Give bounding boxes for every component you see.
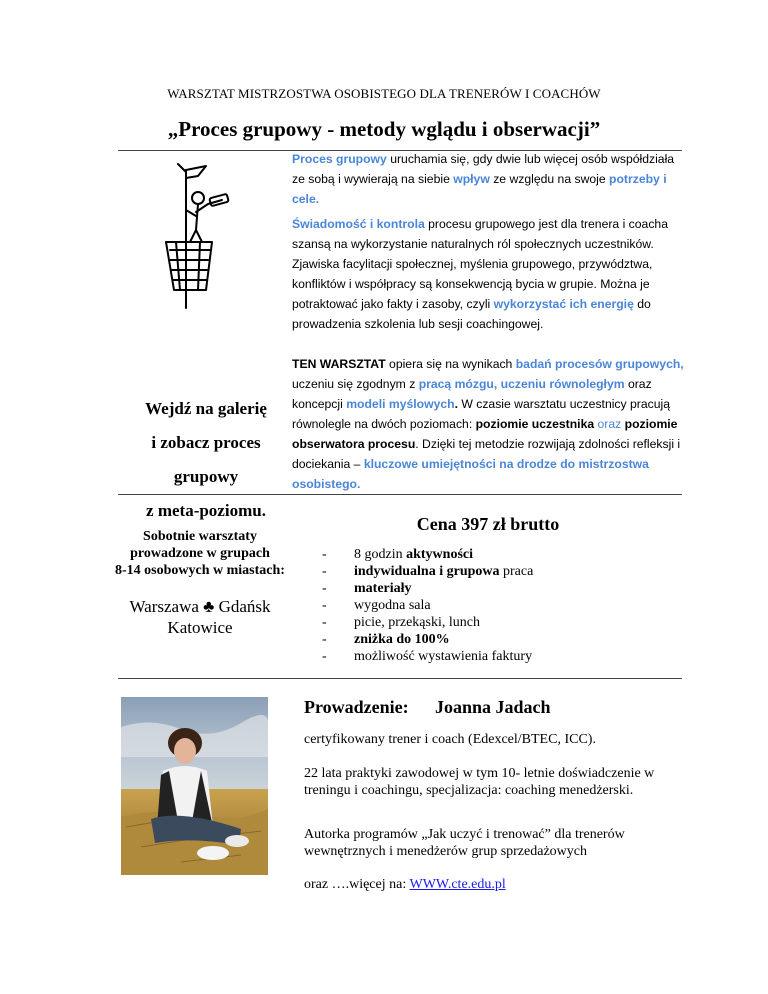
body-text: . Dzięki tej metodzie rozwijają zdolności refleksji i dociekania – bbox=[292, 437, 681, 471]
header-bold: WARSZTAT MISTRZOSTWA OSOBISTEGO bbox=[167, 86, 417, 101]
list-item: - 8 godzin aktywności bbox=[322, 546, 533, 563]
highlight-text: kluczowe umiejętności na drodze do mistrzostwa osobistego. bbox=[292, 457, 649, 491]
city: Gdańsk bbox=[218, 597, 271, 616]
body-text: do prowadzenia szkolenia lub sesji coachingowej. bbox=[292, 297, 651, 331]
gallery-line: Wejdź na galerię bbox=[145, 399, 267, 418]
workshops-line: prowadzone w grupach bbox=[130, 546, 270, 561]
header-line bbox=[0, 86, 768, 102]
trainer-bio: Autorka programów „Jak uczyć i trenować” dla trenerów wewnętrznych i menedżerów grup sprzedażowych bbox=[304, 827, 625, 859]
intro-paragraph-3 bbox=[292, 354, 684, 494]
intro-paragraph-1 bbox=[292, 149, 684, 209]
gallery-invite bbox=[118, 392, 294, 528]
highlight-text: Świadomość i kontrola bbox=[292, 217, 425, 231]
highlight-text: wpływ bbox=[453, 172, 490, 186]
trainer-name: Joanna Jadach bbox=[435, 697, 551, 717]
highlight-text: Proces grupowy bbox=[292, 152, 387, 166]
body-text: uruchamia się, gdy dwie lub więcej osób współdziała ze sobą i wywierają na siebie bbox=[292, 152, 675, 186]
trainer-photo bbox=[121, 697, 268, 875]
website-link[interactable]: WWW.cte.edu.pl bbox=[409, 877, 506, 892]
price-features bbox=[322, 546, 533, 665]
list-item: - wygodna sala bbox=[322, 597, 533, 614]
trainer-bio: 22 lata praktyki zawodowej w tym 10- letnie doświadczenie w treningu i coachingu, specjalizacja: coaching menedżerski. bbox=[304, 766, 655, 798]
highlight-text: oraz bbox=[594, 417, 625, 431]
body-text: procesu grupowego jest dla trenera i coacha szansą na wykorzystanie naturalnych ról społecznych uczestników. Zjawiska facylitacji społecznej, myślenia grupowego, przywództwa, konfliktów i współpracy są konsekwencją bycia w grupie. Można je potraktować jako fakty i zasoby, czyli bbox=[292, 217, 668, 311]
price-title: Cena 397 zł brutto bbox=[416, 514, 560, 534]
flag-icon bbox=[154, 160, 164, 170]
body-text: opiera się na wynikach bbox=[385, 357, 516, 371]
more-info bbox=[304, 876, 684, 893]
city: Warszawa bbox=[129, 597, 199, 616]
divider bbox=[118, 678, 682, 679]
bold-text: TEN WARSZTAT bbox=[292, 357, 386, 371]
cities-list bbox=[100, 596, 300, 638]
highlight-text: modeli myślowych bbox=[346, 397, 455, 411]
more-prefix: oraz ….więcej na: bbox=[304, 877, 410, 892]
body-text: W czasie warsztatu uczestnicy pracują równolegle na dwóch poziomach: bbox=[292, 397, 670, 431]
list-item: - materiały bbox=[322, 580, 533, 597]
trainer-bio: certyfikowany trener i coach (Edexcel/BTEC, ICC). bbox=[304, 732, 596, 747]
highlight-text: badań procesów grupowych, bbox=[515, 357, 684, 371]
header-rest: DLA TRENERÓW I COACHÓW bbox=[416, 86, 601, 101]
observer-illustration bbox=[150, 160, 260, 310]
club-icon: ♣ bbox=[203, 597, 215, 616]
gallery-line: z meta-poziomu. bbox=[146, 501, 266, 520]
list-item: - indywidualna i grupowa praca bbox=[322, 563, 533, 580]
bold-text: poziomie obserwatora procesu bbox=[292, 417, 678, 451]
divider bbox=[118, 494, 682, 495]
highlight-text: potrzeby i cele. bbox=[292, 172, 667, 206]
list-item: - picie, przekąski, lunch bbox=[322, 614, 533, 631]
intro-paragraph-2 bbox=[292, 214, 684, 334]
highlight-text: pracą mózgu, uczeniu równoległym bbox=[418, 377, 625, 391]
workshops-line: Sobotnie warsztaty bbox=[143, 529, 257, 544]
page-title: „Proces grupowy - metody wglądu i obserwacji” bbox=[167, 117, 601, 141]
bold-text: poziomie uczestnika bbox=[475, 417, 595, 431]
workshops-line: 8-14 osobowych w miastach: bbox=[115, 563, 285, 578]
bold-text: . bbox=[454, 397, 458, 411]
list-item: - zniżka do 100% bbox=[322, 631, 533, 648]
list-item: - możliwość wystawienia faktury bbox=[322, 648, 533, 665]
city: Katowice bbox=[167, 618, 233, 637]
body-text: uczeniu się zgodnym z bbox=[292, 377, 419, 391]
highlight-text: wykorzystać ich energię bbox=[493, 297, 634, 311]
body-text: ze względu na swoje bbox=[489, 172, 610, 186]
body-text: oraz koncepcji bbox=[292, 377, 652, 411]
workshops-info bbox=[100, 528, 300, 579]
gallery-line: i zobacz proces grupowy bbox=[151, 433, 261, 486]
trainer-label: Prowadzenie: bbox=[304, 697, 409, 717]
